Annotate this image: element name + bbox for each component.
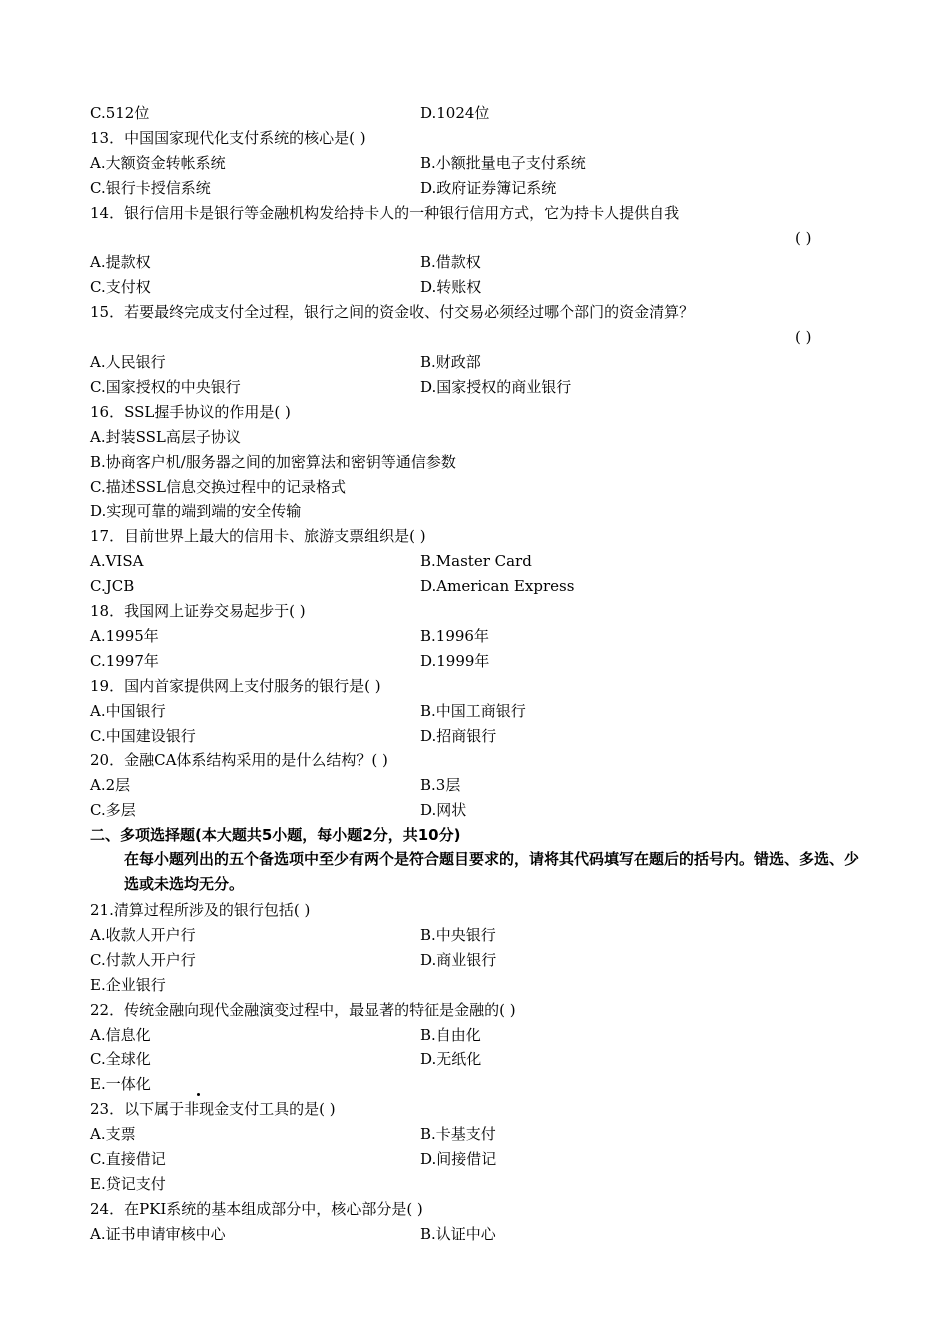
question-line: A.封装SSL高层子协议 xyxy=(90,427,241,446)
option-row xyxy=(90,1023,890,1047)
option-left: A.大额资金转帐系统 xyxy=(90,153,226,172)
option-right: B.认证中心 xyxy=(420,1224,496,1243)
question-line: 18．我国网上证券交易起步于( ) xyxy=(90,602,306,620)
option-right: B.卡基支付 xyxy=(420,1125,496,1144)
option-left: C.多层 xyxy=(90,801,136,820)
option-row xyxy=(90,574,890,598)
option-right: D.American Express xyxy=(420,577,575,596)
option-left: A.收款人开户行 xyxy=(90,925,196,944)
question-line: 17．目前世界上最大的信用卡、旅游支票组织是( ) xyxy=(90,527,426,546)
question-line: D.实现可靠的端到端的安全传输 xyxy=(90,502,302,521)
option-left: A.2层 xyxy=(90,776,131,795)
option-left: C.全球化 xyxy=(90,1050,151,1069)
question-line: 22．传统金融向现代金融演变过程中，最显著的特征是金融的( ) xyxy=(90,1000,516,1019)
option-right: B.小额批量电子支付系统 xyxy=(420,153,586,172)
question-line: 16．SSL握手协议的作用是( ) xyxy=(90,402,291,421)
option-left: A.提款权 xyxy=(90,253,151,272)
option-row xyxy=(90,798,890,822)
option-left: A.信息化 xyxy=(90,1025,151,1044)
option-row xyxy=(90,549,890,573)
option-right: D.1999年 xyxy=(420,651,490,670)
question-line: 23．以下属于非现金支付工具的是( ) xyxy=(90,1100,336,1119)
question-line: 20．金融CA体系结构采用的是什么结构？( ) xyxy=(90,751,388,770)
option-row xyxy=(90,375,890,399)
option-left: C.JCB xyxy=(90,577,135,596)
option-left: A.1995年 xyxy=(90,626,159,645)
option-row xyxy=(90,724,890,748)
question-line: 14．银行信用卡是银行等金融机构发给持卡人的一种银行信用方式，它为持卡人提供自我 xyxy=(90,203,680,222)
option-left: A.支票 xyxy=(90,1125,136,1144)
option-row xyxy=(90,923,890,947)
option-right: B.1996年 xyxy=(420,626,489,645)
option-left: C.支付权 xyxy=(90,278,151,297)
option-right: D.1024位 xyxy=(420,104,490,122)
option-row xyxy=(90,624,890,648)
option-left: C.中国建设银行 xyxy=(90,726,196,745)
option-right: D.网状 xyxy=(420,801,467,820)
option-right: B.3层 xyxy=(420,776,461,795)
question-line: E.贷记支付 xyxy=(90,1174,166,1193)
option-row xyxy=(90,699,890,723)
option-right: D.商业银行 xyxy=(420,950,497,969)
question-line: E.企业银行 xyxy=(90,975,166,994)
question-line: 24．在PKI系统的基本组成部分中，核心部分是( ) xyxy=(90,1199,423,1218)
option-left: C.国家授权的中央银行 xyxy=(90,377,241,396)
section-instructions: 在每小题列出的五个备选项中至少有两个是符合题目要求的，请将其代码填写在题后的括号内。错选、多选、少选或未选均无分。 xyxy=(124,850,860,893)
question-line: 15．若要最终完成支付全过程，银行之间的资金收、付交易必须经过哪个部门的资金清算？ xyxy=(90,303,695,322)
option-right: D.转账权 xyxy=(420,278,482,297)
option-row xyxy=(90,1047,890,1071)
option-row xyxy=(90,1122,890,1146)
option-right: D.招商银行 xyxy=(420,726,497,745)
option-left: C.付款人开户行 xyxy=(90,950,196,969)
option-right: D.间接借记 xyxy=(420,1150,497,1168)
option-row xyxy=(90,649,890,673)
question-line: 19．国内首家提供网上支付服务的银行是( ) xyxy=(90,676,381,695)
option-row xyxy=(90,275,890,299)
question-line: E.一体化 xyxy=(90,1075,151,1094)
option-row xyxy=(90,176,890,200)
option-left: A.人民银行 xyxy=(90,353,166,371)
question-line: 13．中国国家现代化支付系统的核心是( ) xyxy=(90,128,366,147)
option-left: C.直接借记 xyxy=(90,1150,166,1168)
option-right: D.无纸化 xyxy=(420,1050,482,1069)
option-row xyxy=(90,1222,890,1246)
option-row xyxy=(90,101,890,125)
option-right: B.借款权 xyxy=(420,253,481,272)
option-row xyxy=(90,350,890,374)
option-right: B.Master Card xyxy=(420,552,532,571)
option-right: D.政府证券簿记系统 xyxy=(420,178,557,197)
option-left: C.银行卡授信系统 xyxy=(90,178,211,197)
option-row xyxy=(90,151,890,175)
question-line: B.协商客户机/服务器之间的加密算法和密钥等通信参数 xyxy=(90,452,456,471)
option-right: B.自由化 xyxy=(420,1025,481,1044)
option-left: A.中国银行 xyxy=(90,701,166,720)
option-right: B.中央银行 xyxy=(420,925,496,944)
answer-parentheses: ( ) xyxy=(795,328,812,347)
option-row xyxy=(90,1147,890,1171)
option-left: A.证书申请审核中心 xyxy=(90,1224,226,1243)
option-row xyxy=(90,773,890,797)
option-row xyxy=(90,250,890,274)
option-left: C.1997年 xyxy=(90,651,159,670)
question-line: C.描述SSL信息交换过程中的记录格式 xyxy=(90,477,346,496)
section-heading: 二、多项选择题(本大题共5小题，每小题2分，共10分) xyxy=(90,826,461,845)
question-line: 21.清算过程所涉及的银行包括( ) xyxy=(90,901,311,919)
stray-dot-mark xyxy=(197,1093,200,1096)
option-left: A.VISA xyxy=(90,552,144,571)
option-right: B.中国工商银行 xyxy=(420,701,526,720)
option-right: D.国家授权的商业银行 xyxy=(420,377,572,396)
option-row xyxy=(90,948,890,972)
option-left: C.512位 xyxy=(90,104,150,122)
option-right: B.财政部 xyxy=(420,353,481,371)
answer-parentheses: ( ) xyxy=(795,228,812,247)
